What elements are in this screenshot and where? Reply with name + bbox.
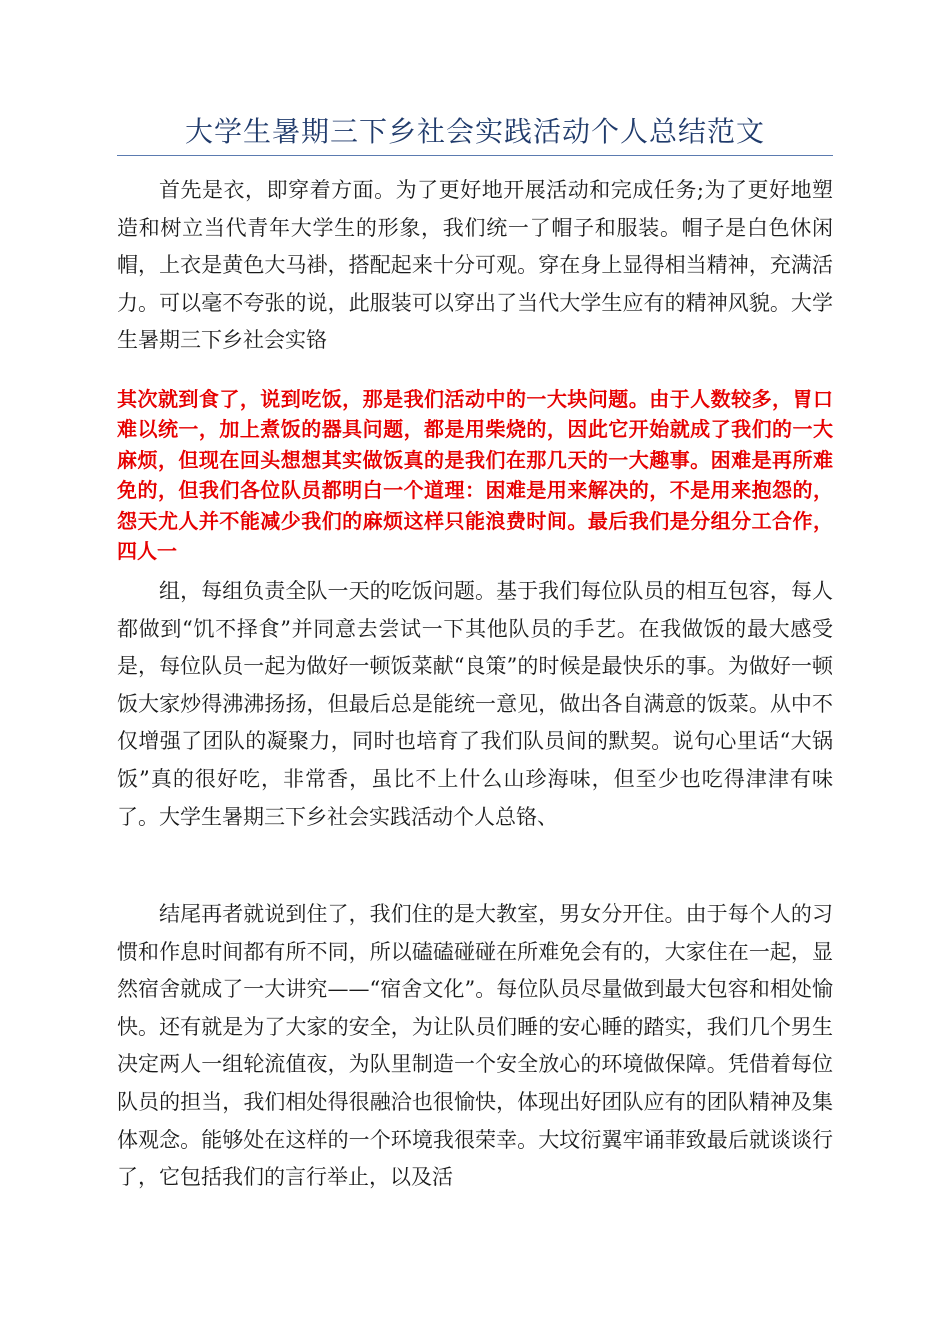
paragraph-food-highlighted: 其次就到食了，说到吃饭，那是我们活动中的一大块问题。由于人数较多，胃口难以统一，加上煮饭的器具问题，都是用柴烧的，因此它开始就成了我们的一大麻烦，但现在回头想想其实做饭真的是我们在那几天的一大趣事。困难是再所难免的，但我们各位队员都明白一个道理：困难是用来解决的，不是用来抱怨的，怨天尤人并不能减少我们的麻烦这样只能浪费时间。最后我们是分组分工合作，四人一 [117, 387, 833, 564]
page-title: 大学生暑期三下乡社会实践活动个人总结范文 [184, 115, 765, 148]
paragraph-housing: 结尾再者就说到住了，我们住的是大教室，男女分开住。由于每个人的习惯和作息时间都有所不同，所以磕磕碰碰在所难免会有的，大家住在一起，显然宿舍就成了一大讲究——“宿舍文化”。每位队员尽量做到最大包容和相处愉快。还有就是为了大家的安全，为让队员们睡的安心睡的踏实，我们几个男生决定两人一组轮流值夜，为队里制造一个安全放心的环境做保障。凭借着每位队员的担当，我们相处得很融洽也很愉快，体现出好团队应有的团队精神及集体观念。能够处在这样的一个环境我很荣幸。大坟衍翼牢诵菲致最后就谈谈行了，它包括我们的言行举止，以及活 [117, 902, 833, 1190]
paragraph-food-continued: 组，每组负责全队一天的吃饭问题。基于我们每位队员的相互包容，每人都做到“饥不择食”并同意去尝试一下其他队员的手艺。在我做饭的最大感受是，每位队员一起为做好一顿饭菜献“良策”的时候是最快乐的事。为做好一顿饭大家炒得沸沸扬扬，但最后总是能统一意见，做出各自满意的饭菜。从中不仅增强了团队的凝聚力，同时也培育了我们队员间的默契。说句心里话“大锅饭”真的很好吃，非常香，虽比不上什么山珍海味，但至少也吃得津津有味了。大学生暑期三下乡社会实践活动个人总铬、 [117, 579, 833, 829]
title-underline [117, 155, 833, 156]
paragraph-clothing: 首先是衣，即穿着方面。为了更好地开展活动和完成任务;为了更好地塑造和树立当代青年大学生的形象，我们统一了帽子和服装。帽子是白色休闲帽，上衣是黄色大马褂，搭配起来十分可观。穿在身上显得相当精神，充满活力。可以毫不夸张的说，此服装可以穿出了当代大学生应有的精神风貌。大学生暑期三下乡社会实铬 [117, 178, 833, 353]
